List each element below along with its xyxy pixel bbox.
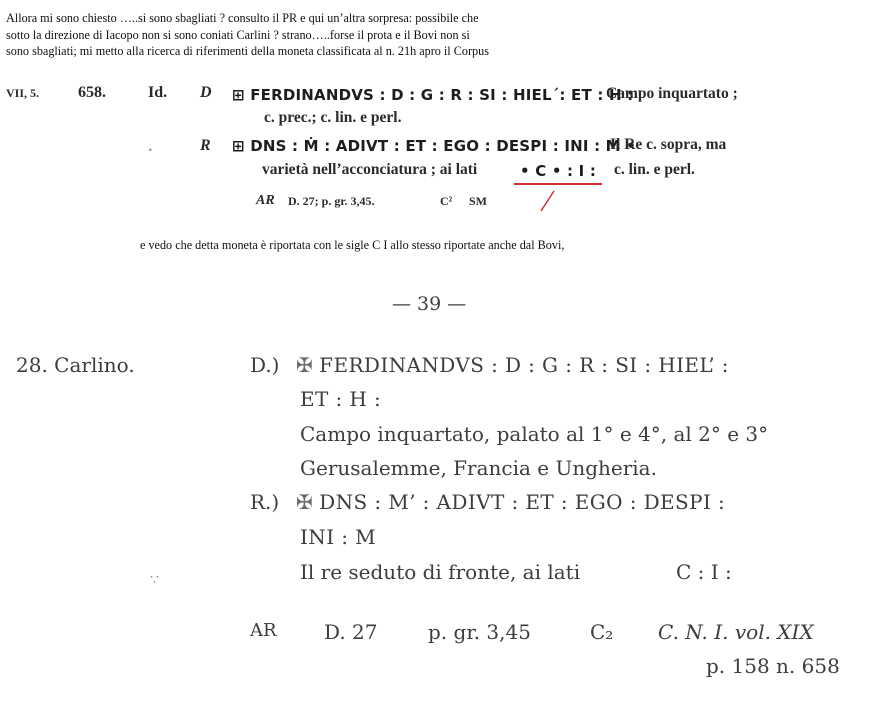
entry-id: Id. [148,84,168,101]
intro-line: sotto la direzione di Iacopo non si sono coniati Carlini ? strano…..forse il prota e il Bovi non si [6,27,470,42]
reverse-mark: R [200,137,211,154]
reverse-legend-line2: INI : M [300,525,377,549]
scan-speck: • [148,146,153,155]
intro-line: sono sbagliati; mi metto alla ricerca di riferimenti della moneta classificata al n. 21h apro il Corpus [6,44,489,58]
obverse-desc-line2: Gerusalemme, Francia e Ungheria. [300,456,657,480]
metal-mark-39: AR [250,620,277,641]
coin-c2: C² [440,194,453,208]
reverse-desc: Il re seduto di fronte, ai lati [300,560,581,584]
mid-note: e vedo che detta moneta è riportata con le sigle C I allo stesso riportate anche dal Bovi, [140,238,565,252]
reverse-sigle-39: C : I : [676,560,732,584]
obverse-legend-line1: ✠ FERDINANDVS : D : G : R : SI : HIEL’ : [296,353,729,377]
diameter: D. 27 [324,620,378,644]
c2-mark: C₂ [590,620,614,644]
obverse-label: D.) [250,353,280,377]
intro-paragraph [6,10,626,60]
reverse-description-end: c. lin. e perl. [614,161,695,178]
reverse-description: Il Re c. sopra, ma [610,136,727,153]
reverse-sigle: • C • : I : [520,162,597,180]
red-underline [514,183,602,185]
coin-sm: SM [469,194,487,208]
obverse-desc-line1: Campo inquartato, palato al 1° e 4°, al 2° e 3° [300,422,769,446]
page-number: — 39 — [392,293,467,315]
entry-number: 658. [78,84,106,101]
red-check-mark [538,188,558,214]
reverse-description-cont: varietà nell’acconciatura ; ai lati [262,161,478,178]
cni-page-ref: p. 158 n. 658 [706,654,840,678]
obverse-description-cont: c. prec.; c. lin. e perl. [264,109,402,126]
weight: p. gr. 3,45 [428,620,531,644]
reverse-label: R.) [250,490,280,514]
intro-line: Allora mi sono chiesto …..si sono sbagliati ? consulto il PR e qui un’altra sorpresa: possibile che [6,11,479,25]
obverse-mark: D [200,84,212,101]
cross-icon: ✠ [296,353,314,377]
cni-reference: C. N. I. vol. XIX [658,620,814,644]
item-title: 28. Carlino. [16,353,135,377]
scan-speck: ∵ [150,572,159,588]
metal-mark: AR [256,193,275,208]
obverse-legend-line2: ET : H : [300,387,382,411]
section-ref: VII, 5. [6,86,40,100]
obverse-description: Campo inquartato ; [606,85,738,102]
obverse-legend: ⊞ FERDINANDVS : D : G : R : SI : HIEL´: ET : H : [232,86,634,104]
coin-details: D. 27; p. gr. 3,45. [288,194,375,208]
reverse-legend: ⊞ DNS : Ṁ : ADIVT : ET : EGO : DESPI : INI : M • [232,137,637,155]
reverse-legend-line1: ✠ DNS : M’ : ADIVT : ET : EGO : DESPI : [296,490,726,514]
cross-icon: ✠ [296,490,314,514]
